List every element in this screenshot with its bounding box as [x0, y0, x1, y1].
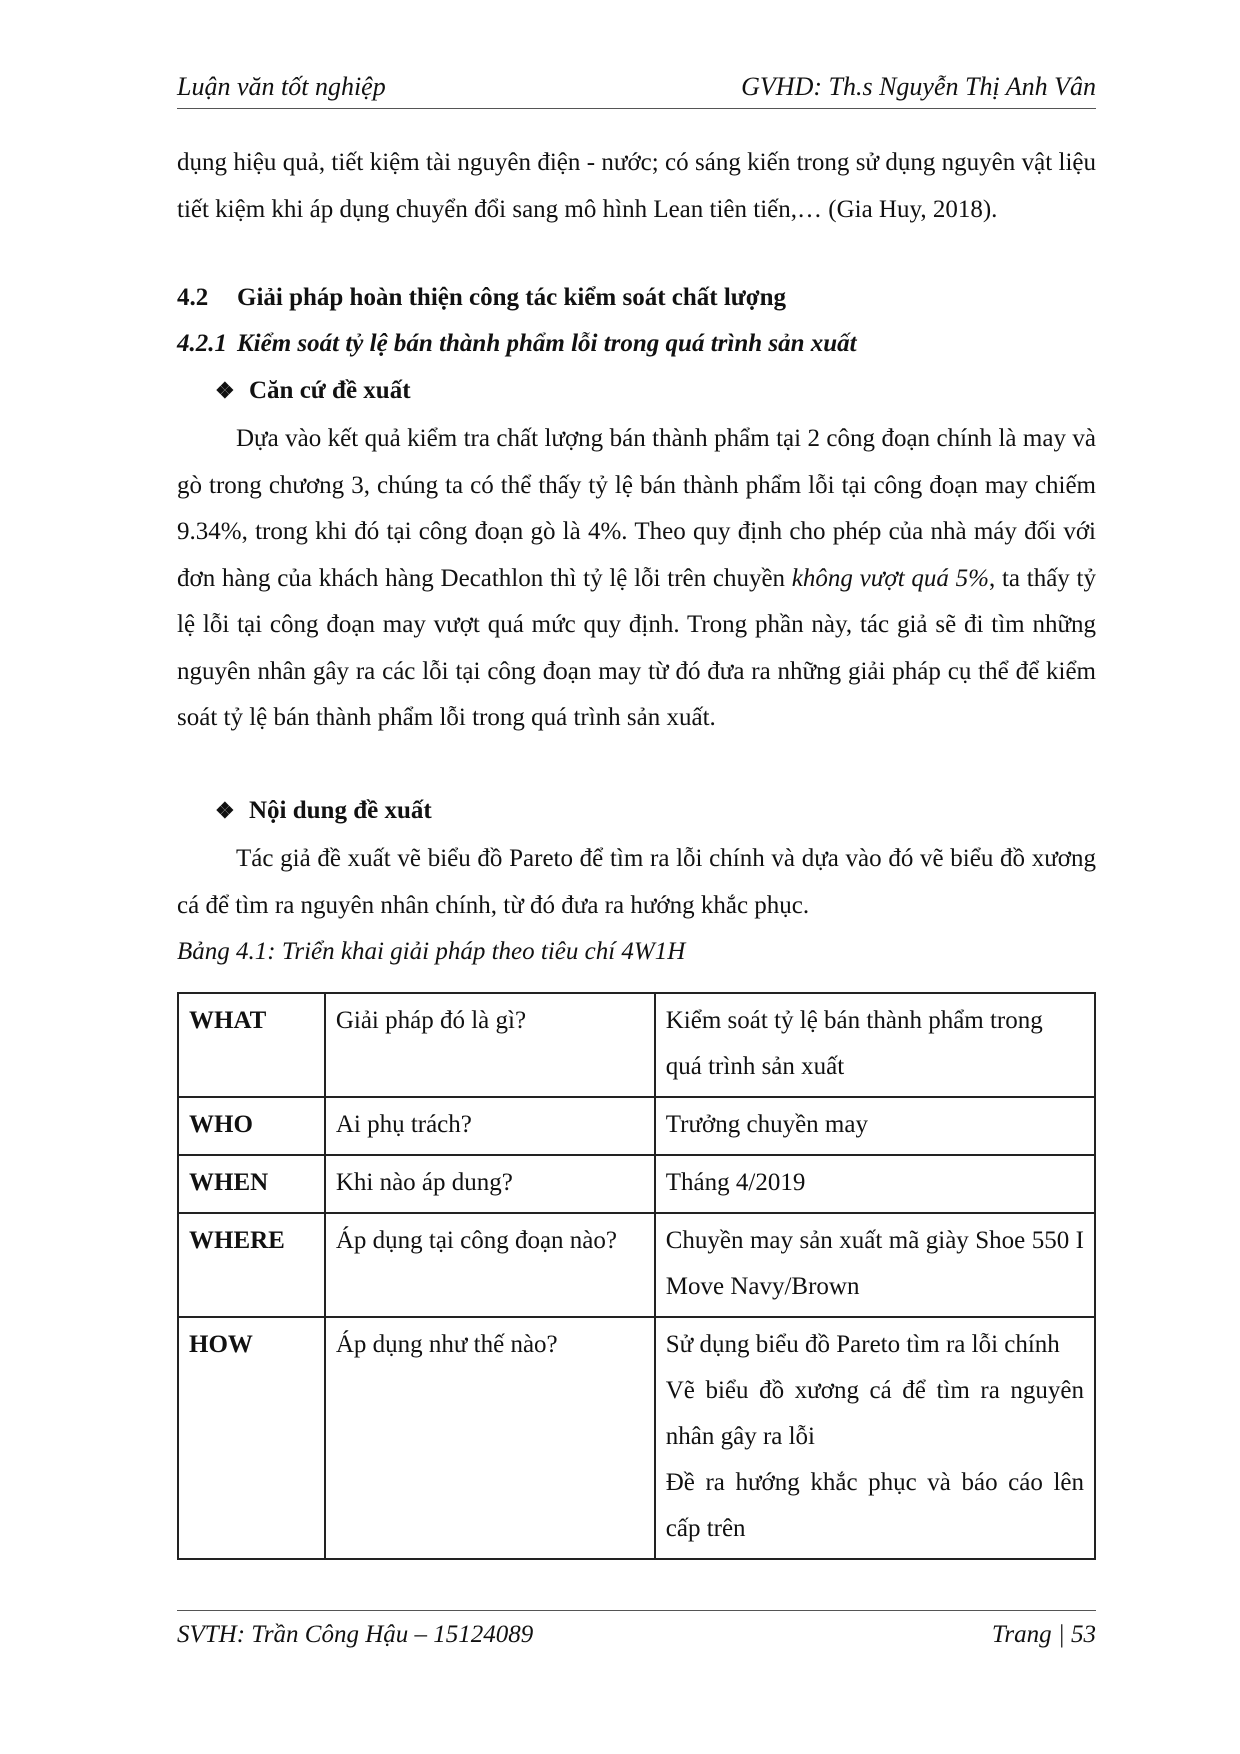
subsection-number: 4.2.1: [177, 330, 227, 357]
diamond-bullet-icon: ❖: [215, 798, 235, 823]
basis-heading-text: Căn cứ đề xuất: [249, 377, 411, 404]
table-row: [178, 1155, 1095, 1213]
how-step-2: Vẽ biểu đồ xương cá để tìm ra nguyên nhân gây ra lỗi: [665, 1377, 1084, 1450]
page-footer: [177, 1610, 1096, 1661]
content-paragraph: Tác giả đề xuất vẽ biểu đồ Pareto để tìm ra lỗi chính và dựa vào đó vẽ biểu đồ xương cá để tìm ra nguyên nhân chính, từ đó đưa ra hướng khắc phục.: [177, 845, 1096, 919]
row-question-where: Áp dụng tại công đoạn nào?: [325, 1213, 655, 1317]
basis-heading: [215, 377, 411, 405]
intro-paragraph: dụng hiệu quả, tiết kiệm tài nguyên điện - nước; có sáng kiến trong sử dụng nguyên vật liệu tiết kiệm khi áp dụng chuyển đổi sang mô hình Lean tiên tiến,… (Gia Huy, 2018).: [177, 149, 1096, 223]
table-row: [178, 1213, 1095, 1317]
row-key-who: WHO: [178, 1097, 325, 1155]
row-answer-how: [655, 1317, 1095, 1559]
subsection-title: Kiểm soát tỷ lệ bán thành phẩm lỗi trong quá trình sản xuất: [237, 330, 857, 357]
row-answer-where: Chuyền may sản xuất mã giày Shoe 550 I Move Navy/Brown: [655, 1213, 1095, 1317]
row-key-how: HOW: [178, 1317, 325, 1559]
section-heading: [177, 284, 786, 312]
row-key-where: WHERE: [178, 1213, 325, 1317]
footer-page-number: Trang | 53: [991, 1621, 1096, 1648]
row-key-what: WHAT: [178, 993, 325, 1097]
basis-text-part-2: , ta thấy tỷ lệ lỗi tại công đoạn may vượt quá mức quy định. Trong phần này, tác giả sẽ đi tìm những nguyên nhân gây ra các lỗi tại công đoạn may từ đó đưa ra những giải pháp cụ thể để kiểm soát tỷ lệ bán thành phẩm lỗi trong quá trình sản xuất.: [177, 564, 1096, 731]
basis-text-part-1: Dựa vào kết quả kiểm tra chất lượng bán thành phẩm tại 2 công đoạn chính là may và gò trong chương 3, chúng ta có thể thấy tỷ lệ bán thành phẩm lỗi tại công đoạn may chiếm 9.34%, trong khi đó tại công đoạn gò là 4%. Theo quy định cho phép của nhà máy đối với đơn hàng của khách hàng Decathlon thì tỷ lệ lỗi trên chuyền: [177, 425, 1096, 592]
section-number: 4.2: [177, 284, 209, 311]
how-step-3: Đề ra hướng khắc phục và báo cáo lên cấp trên: [665, 1469, 1084, 1542]
how-step-1: Sử dụng biểu đồ Pareto tìm ra lỗi chính: [665, 1331, 1060, 1358]
table-row: [178, 1097, 1095, 1155]
diamond-bullet-icon: ❖: [215, 378, 235, 403]
row-question-who: Ai phụ trách?: [325, 1097, 655, 1155]
row-key-when: WHEN: [178, 1155, 325, 1213]
row-answer-what: Kiểm soát tỷ lệ bán thành phẩm trong quá trình sản xuất: [655, 993, 1095, 1097]
table-caption: Bảng 4.1: Triển khai giải pháp theo tiêu chí 4W1H: [177, 938, 686, 965]
footer-student: SVTH: Trần Công Hậu – 15124089: [177, 1621, 534, 1648]
table-row: [178, 993, 1095, 1097]
row-answer-who: Trưởng chuyền may: [655, 1097, 1095, 1155]
page-header: [177, 68, 1096, 109]
table-row: [178, 1317, 1095, 1559]
row-question-when: Khi nào áp dung?: [325, 1155, 655, 1213]
row-question-how: Áp dụng như thế nào?: [325, 1317, 655, 1559]
subsection-heading: [177, 330, 857, 358]
content-heading-text: Nội dung đề xuất: [249, 797, 432, 824]
row-answer-when: Tháng 4/2019: [655, 1155, 1095, 1213]
header-advisor: GVHD: Th.s Nguyễn Thị Anh Vân: [741, 72, 1096, 101]
basis-text-italic: không vượt quá 5%: [791, 564, 989, 592]
header-thesis-label: Luận văn tốt nghiệp: [177, 72, 386, 101]
row-question-what: Giải pháp đó là gì?: [325, 993, 655, 1097]
content-heading: [215, 797, 432, 825]
section-title: Giải pháp hoàn thiện công tác kiểm soát chất lượng: [237, 284, 787, 311]
basis-paragraph: [177, 416, 1096, 742]
table-4w1h: [177, 992, 1096, 1560]
